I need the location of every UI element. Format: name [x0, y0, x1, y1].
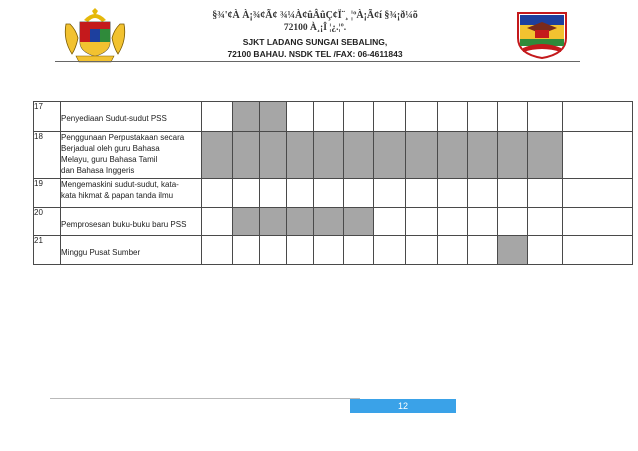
week-cell	[202, 102, 233, 132]
shaded-week-cell	[260, 132, 287, 179]
header-divider	[55, 61, 580, 62]
week-cell	[468, 208, 498, 236]
activity-text-line: Penyediaan Sudut-sudut PSS	[61, 114, 167, 123]
shaded-week-cell	[202, 132, 233, 179]
week-cell	[314, 179, 344, 208]
week-cell	[374, 102, 406, 132]
shaded-week-cell	[314, 208, 344, 236]
week-cell	[468, 236, 498, 265]
week-cell	[406, 208, 438, 236]
week-cell	[438, 236, 468, 265]
week-cell	[344, 236, 374, 265]
week-cell	[498, 179, 528, 208]
week-cell	[498, 208, 528, 236]
week-cell	[468, 102, 498, 132]
week-cell	[260, 236, 287, 265]
activity-text-line: dan Bahasa Inggeris	[61, 166, 135, 175]
activity-cell	[61, 208, 202, 236]
activity-text-line: Penggunaan Perpustakaan secara	[61, 133, 185, 142]
row-number: 17	[34, 102, 61, 132]
week-cell	[528, 102, 563, 132]
week-cell	[287, 102, 314, 132]
week-cell	[438, 208, 468, 236]
week-cell	[202, 179, 233, 208]
activity-text-line: Mengemaskini sudut-sudut, kata-	[61, 180, 179, 189]
coat-of-arms-logo	[62, 8, 128, 64]
week-cell	[528, 179, 563, 208]
shaded-week-cell	[374, 132, 406, 179]
shaded-week-cell	[406, 132, 438, 179]
shaded-week-cell	[498, 132, 528, 179]
activity-text-line: Berjadual oleh guru Bahasa	[61, 144, 160, 153]
shaded-week-cell	[287, 208, 314, 236]
letterhead-line-1: §¾'¢À À¡¾¢Ã¢ ¾¼À¢ûÂûÇ¢Ï¨¸ ¦ºÀ¡Ã¢í §¾¡ð¼õ	[212, 10, 418, 21]
table-row	[34, 236, 633, 265]
row-number: 21	[34, 236, 61, 265]
activity-text-line: kata hikmat & papan tanda ilmu	[61, 191, 174, 200]
activity-cell	[61, 236, 202, 265]
table-row	[34, 102, 633, 132]
table-row	[34, 132, 633, 179]
activity-cell	[61, 132, 202, 179]
activity-cell	[61, 179, 202, 208]
week-cell	[202, 208, 233, 236]
week-cell	[563, 236, 633, 265]
letterhead-line-2: 72100 À¸¡Î ¦¿.¦º.	[283, 23, 347, 33]
table-row	[34, 179, 633, 208]
shaded-week-cell	[498, 236, 528, 265]
school-crest-logo	[515, 10, 569, 60]
school-address: 72100 BAHAU. NSDK TEL /FAX: 06-4611843	[227, 49, 403, 59]
shaded-week-cell	[314, 132, 344, 179]
week-cell	[406, 102, 438, 132]
school-name: SJKT LADANG SUNGAI SEBALING,	[242, 37, 388, 47]
activity-text-line: Pemprosesan buku-buku baru PSS	[61, 220, 187, 229]
week-cell	[344, 102, 374, 132]
shaded-week-cell	[233, 102, 260, 132]
activity-text-line: Melayu, guru Bahasa Tamil	[61, 155, 158, 164]
shaded-week-cell	[528, 132, 563, 179]
letterhead	[180, 10, 450, 60]
week-cell	[528, 236, 563, 265]
shaded-week-cell	[233, 132, 260, 179]
shaded-week-cell	[344, 208, 374, 236]
week-cell	[374, 208, 406, 236]
week-cell	[563, 132, 633, 179]
week-cell	[260, 179, 287, 208]
week-cell	[406, 236, 438, 265]
shaded-week-cell	[260, 208, 287, 236]
page-number: 12	[350, 399, 456, 413]
week-cell	[438, 179, 468, 208]
row-number: 19	[34, 179, 61, 208]
week-cell	[314, 102, 344, 132]
footer-divider	[50, 398, 360, 399]
activity-table	[33, 101, 633, 265]
table-row	[34, 208, 633, 236]
week-cell	[563, 179, 633, 208]
week-cell	[468, 179, 498, 208]
week-cell	[287, 236, 314, 265]
week-cell	[498, 102, 528, 132]
shaded-week-cell	[468, 132, 498, 179]
shaded-week-cell	[344, 132, 374, 179]
row-number: 18	[34, 132, 61, 179]
week-cell	[233, 236, 260, 265]
week-cell	[563, 102, 633, 132]
week-cell	[202, 236, 233, 265]
activity-cell	[61, 102, 202, 132]
week-cell	[374, 236, 406, 265]
shaded-week-cell	[438, 132, 468, 179]
shaded-week-cell	[260, 102, 287, 132]
week-cell	[528, 208, 563, 236]
week-cell	[344, 179, 374, 208]
week-cell	[233, 179, 260, 208]
week-cell	[314, 236, 344, 265]
row-number: 20	[34, 208, 61, 236]
activity-text-line: Minggu Pusat Sumber	[61, 248, 141, 257]
shaded-week-cell	[233, 208, 260, 236]
week-cell	[374, 179, 406, 208]
week-cell	[563, 208, 633, 236]
week-cell	[287, 179, 314, 208]
week-cell	[438, 102, 468, 132]
week-cell	[406, 179, 438, 208]
shaded-week-cell	[287, 132, 314, 179]
